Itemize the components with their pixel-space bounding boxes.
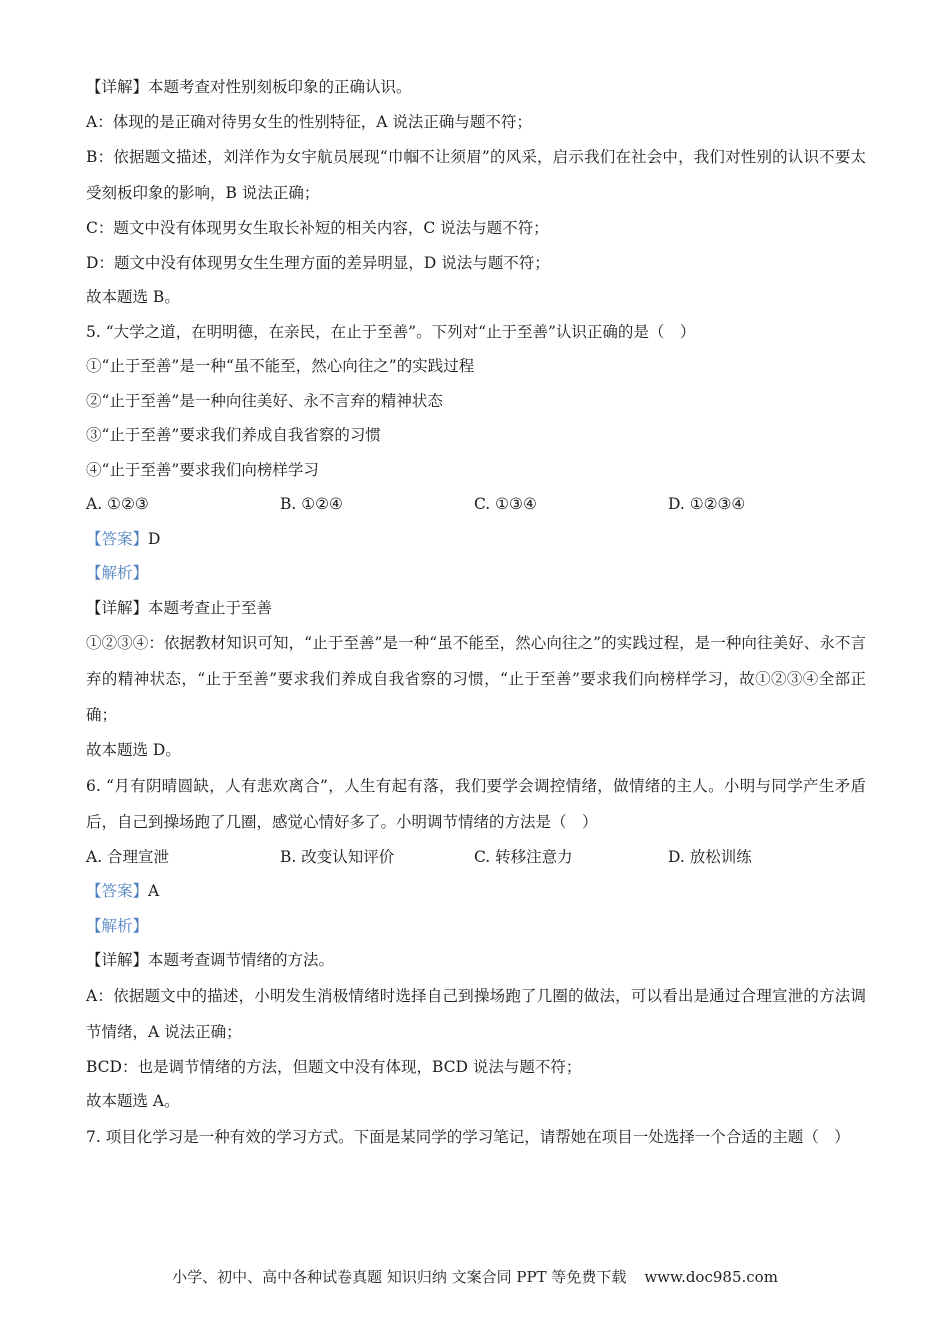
q6-options: [86, 840, 866, 875]
answer-value: A: [148, 882, 160, 900]
q5-detail-body: ①②③④：依据教材知识可知，“止于至善”是一种“虽不能至，然心向往之”的实践过程，是一种向往美好、永不言弃的精神状态，“止于至善”要求我们养成自我省察的习惯，“止于至善”要求我们向榜样学习，故①②③④全部正确；: [86, 634, 866, 724]
q6-option-a: A. 合理宣泄: [86, 847, 170, 866]
detail-tag: 【详解】: [86, 951, 149, 969]
q5-detail-intro: 【详解】本题考查止于至善: [86, 598, 273, 617]
q5-option-c: C. ①③④: [474, 495, 537, 513]
q4-conclusion: 故本题选 B。: [86, 288, 180, 306]
detail-tag: 【详解】: [86, 78, 149, 96]
document-body: [86, 70, 866, 1155]
q5-answer: [86, 522, 866, 557]
q5-statement-4: ④“止于至善”要求我们向榜样学习: [86, 460, 319, 479]
answer-tag: 【答案】: [86, 882, 149, 900]
q5-options: [86, 487, 866, 522]
q5-conclusion: 故本题选 D。: [86, 741, 181, 759]
q6-conclusion: 故本题选 A。: [86, 1092, 180, 1110]
q4-detail-intro: 【详解】本题考查对性别刻板印象的正确认识。: [86, 78, 412, 96]
q5-statement-1: ①“止于至善”是一种“虽不能至，然心向往之”的实践过程: [86, 357, 475, 375]
q5-option-a: A. ①②③: [86, 495, 149, 513]
q5-option-d: D. ①②③④: [668, 495, 746, 513]
footer-text: 小学、初中、高中各种试卷真题 知识归纳 文案合同 PPT 等免费下载: [172, 1268, 627, 1286]
q6-stem: 6. “月有阴晴圆缺，人有悲欢离合”，人生有起有落，我们要学会调控情绪，做情绪的主人。小明与同学产生矛盾后，自己到操场跑了几圈，感觉心情好多了。小明调节情绪的方法是（ ）: [86, 776, 866, 831]
footer-url[interactable]: www.doc985.com: [644, 1268, 778, 1286]
q6-option-b: B. 改变认知评价: [280, 847, 395, 866]
answer-tag: 【答案】: [86, 529, 149, 548]
q5-statement-3: ③“止于至善”要求我们养成自我省察的习惯: [86, 426, 381, 444]
q5-analysis-tag: 【解析】: [86, 564, 149, 582]
q6-detail-intro: 【详解】本题考查调节情绪的方法。: [86, 951, 335, 969]
q7-stem: 7. 项目化学习是一种有效的学习方式。下面是某同学的学习笔记，请帮她在项目一处选择一个合适的主题（ ）: [86, 1127, 850, 1146]
q6-analysis-tag: 【解析】: [86, 916, 149, 935]
q6-option-c: C. 转移注意力: [474, 847, 573, 866]
q6-answer: [86, 874, 866, 909]
q6-detail-bcd: BCD：也是调节情绪的方法，但题文中没有体现，BCD 说法与题不符；: [86, 1057, 582, 1076]
answer-value: D: [148, 529, 161, 548]
q6-option-d: D. 放松训练: [668, 847, 752, 866]
q4-detail-a: A：体现的是正确对待男女生的性别特征，A 说法正确与题不符；: [86, 112, 532, 131]
q6-detail-a: A：依据题文中的描述，小明发生消极情绪时选择自己到操场跑了几圈的做法，可以看出是通过合理宣泄的方法调节情绪，A 说法正确；: [86, 986, 866, 1041]
q5-statement-2: ②“止于至善”是一种向往美好、永不言弃的精神状态: [86, 391, 443, 410]
q5-option-b: B. ①②④: [280, 495, 343, 513]
detail-tag: 【详解】: [86, 598, 149, 617]
q4-detail-c: C：题文中没有体现男女生取长补短的相关内容，C 说法与题不符；: [86, 219, 549, 237]
q4-detail-b: B：依据题文描述，刘洋作为女宇航员展现“巾帼不让须眉”的风采，启示我们在社会中，我们对性别的认识不要太受刻板印象的影响，B 说法正确；: [86, 148, 866, 202]
q4-detail-d: D：题文中没有体现男女生生理方面的差异明显，D 说法与题不符；: [86, 253, 550, 272]
page-footer: [0, 1266, 950, 1287]
q5-stem: 5. “大学之道，在明明德，在亲民，在止于至善”。下列对“止于至善”认识正确的是（ ）: [86, 322, 696, 341]
